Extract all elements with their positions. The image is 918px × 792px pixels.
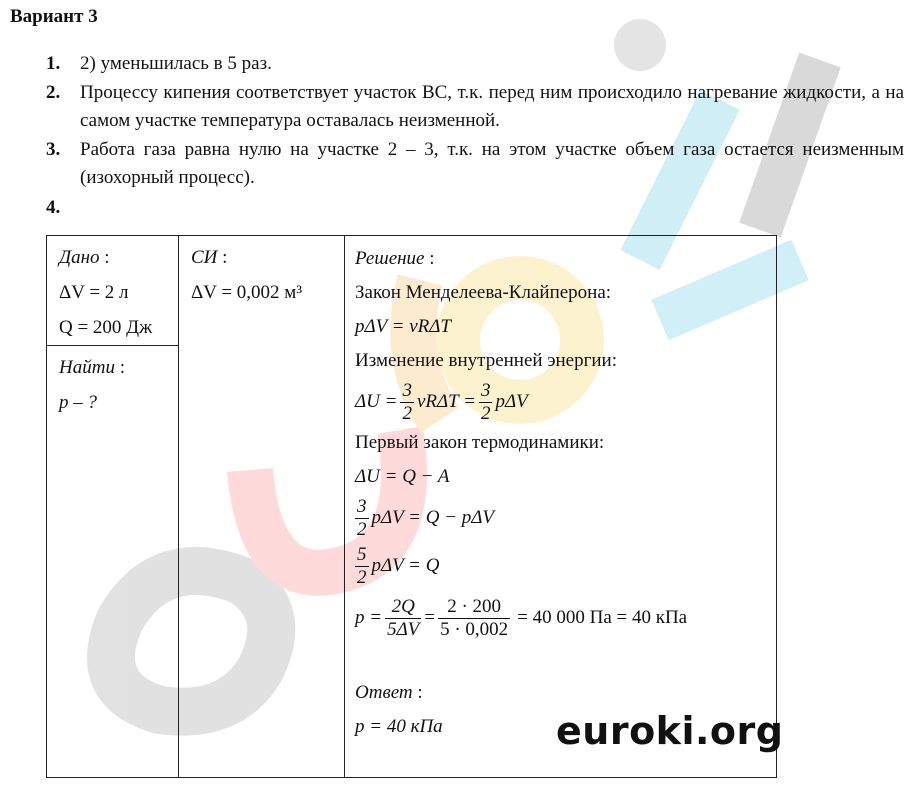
equation bbox=[355, 590, 776, 646]
given-line: ΔV = 2 л bbox=[59, 282, 129, 303]
numerator: 3 bbox=[480, 379, 491, 401]
solution-cell: Решение : Закон Менделеева-Клайперона: pΔV = νRΔT Изменение внутренней энергии: ΔU = $\frac{3}{2}$ νRΔT = $\frac{3}{2}$ pΔV Первый закон термодинамики: ΔU = Q − A $\frac{3}{2}$ pΔV = Q − pΔV $\frac{5}{2}$ pΔV = Q p = $\frac{2Q}{5\Delta V}$ = $\frac{2 \cdot 200}{5 \cdot 0,002}$ = 40 000 Па = 40 кПа Ответ : p = 40 кПа bbox=[345, 236, 777, 778]
item-number: 4. bbox=[46, 197, 61, 218]
law-label: Закон Менделеева-Клайперона: bbox=[355, 282, 612, 303]
item-text: Процессу кипения соответствует участок ВС, т.к. перед ним происходило нагревание жидкости, а на самом участке температура оставалась неизменной. bbox=[80, 82, 904, 131]
law-label: Изменение внутренней энергии: bbox=[355, 350, 617, 371]
equation: ΔU = Q − A bbox=[355, 466, 450, 487]
numerator: 2 · 200 bbox=[438, 596, 510, 619]
item-number: 1. bbox=[46, 53, 61, 74]
denominator: 5 · 0,002 bbox=[440, 618, 509, 640]
euroki-logo: euroki.org bbox=[556, 709, 784, 753]
given-cell: Дано : ΔV = 2 л Q = 200 Дж bbox=[47, 236, 179, 346]
si-header: СИ bbox=[191, 247, 218, 268]
eq-part: = bbox=[424, 607, 436, 628]
equation bbox=[355, 542, 776, 590]
numerator: 5 bbox=[357, 543, 367, 565]
denominator: 5ΔV bbox=[387, 618, 420, 640]
eq-part: ΔU = bbox=[355, 391, 398, 412]
find-header: Найти bbox=[59, 357, 115, 378]
eq-part: = 40 000 Па = 40 кПа bbox=[517, 607, 688, 628]
numerator: 2Q bbox=[385, 596, 421, 619]
eq-part: νRΔT = bbox=[416, 391, 476, 412]
eq-part: pΔV = Q bbox=[371, 555, 440, 576]
fraction bbox=[355, 496, 369, 541]
equation: pΔV = νRΔT bbox=[355, 316, 451, 337]
eq-part: p = bbox=[355, 607, 383, 628]
denominator: 2 bbox=[480, 402, 491, 424]
item-number: 3. bbox=[46, 139, 61, 160]
fraction bbox=[385, 596, 421, 641]
si-line: ΔV = 0,002 м³ bbox=[191, 282, 303, 303]
answer-header: Ответ bbox=[355, 682, 413, 703]
denominator: 2 bbox=[357, 518, 367, 540]
equation bbox=[355, 494, 776, 542]
fraction bbox=[355, 544, 369, 589]
answer-value: p = 40 кПа bbox=[355, 716, 443, 737]
solution-table bbox=[46, 235, 777, 778]
find-cell: Найти : p – ? bbox=[47, 346, 179, 778]
fraction bbox=[400, 380, 414, 425]
denominator: 2 bbox=[402, 402, 412, 424]
given-header: Дано bbox=[59, 247, 100, 268]
fraction bbox=[438, 596, 510, 641]
item-text: 2) уменьшилась в 5 раз. bbox=[80, 53, 272, 74]
law-label: Первый закон термодинамики: bbox=[355, 432, 605, 453]
si-cell: СИ : ΔV = 0,002 м³ bbox=[179, 236, 345, 778]
equation bbox=[355, 378, 776, 426]
numerator: 3 bbox=[357, 495, 367, 517]
item-number: 2. bbox=[46, 82, 61, 103]
eq-part: pΔV = Q − pΔV bbox=[371, 507, 495, 528]
solution-header: Решение bbox=[355, 248, 425, 269]
page-title: Вариант 3 bbox=[10, 6, 98, 27]
item-text: Работа газа равна нулю на участке 2 – 3, т.к. на этом участке объем газа остается неизменным (изохорный процесс). bbox=[80, 139, 904, 188]
eq-part: pΔV bbox=[495, 391, 528, 412]
answer-item-1 bbox=[46, 50, 904, 78]
answer-item-2 bbox=[46, 79, 904, 135]
fraction bbox=[479, 380, 493, 425]
denominator: 2 bbox=[357, 566, 367, 588]
numerator: 3 bbox=[402, 379, 412, 401]
find-line: p – ? bbox=[59, 392, 97, 413]
answer-item-3 bbox=[46, 136, 904, 192]
given-line: Q = 200 Дж bbox=[59, 317, 153, 338]
